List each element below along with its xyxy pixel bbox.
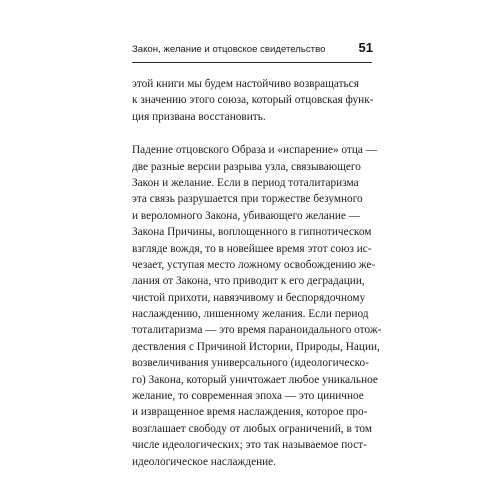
text-line: взгляде вождя, то в новейшее время этот союз ис- [132,242,372,255]
text-line: числе идеологических; это так называемое пост- [132,439,367,452]
text-line: наслаждению, лишенному желания. Если период [132,308,369,321]
text-line: и извращенное время наслаждения, которое про- [132,406,368,419]
text-line: ция призвана восстановить. [132,110,266,123]
paragraph-2 [132,142,382,470]
text-line: Закона Причины, воплощенного в гипнотическом [132,226,372,239]
text-line: идеологическое наслаждение. [132,455,277,468]
text-line: эта связь разрушается при торжестве безумного [132,193,363,206]
body-text [132,76,382,470]
text-line: к значению этого союза, который отцовская функ- [132,94,374,107]
paragraph-gap [132,125,374,142]
text-line: го) Закона, который уничтожает любое уникальное [132,373,378,386]
text-line: этой книги мы будем настойчиво возвращаться [132,78,359,90]
text-line: Закон и желание. Если в период тоталитаризма [132,176,359,189]
text-line: две разные версии разрыва узла, связывающего [132,160,361,173]
running-head-title: Закон, желание и отцовское свидетельство [132,44,326,55]
text-line: дествления с Причиной Истории, Природы, Нации, [132,340,380,353]
page-number: 51 [358,40,373,55]
text-line: возглашает свободу от любых ограничений, в том [132,422,372,435]
text-line: чезает, уступая место ложному освобождению же- [132,258,376,271]
text-line: желание, то современная эпоха — это циничное [132,390,364,403]
paragraph-1 [132,76,374,125]
text-line: чистой прихоти, навязчивому и беспорядочному [132,291,366,304]
text-line: тоталитаризма — это время параноидального отож- [132,324,382,337]
text-line: лания от Закона, что приводит к его деградации, [132,275,365,288]
header-rule [132,62,372,63]
text-line: Падение отцовского Образа и «испарение» отца — [132,144,378,157]
text-line: и вероломного Закона, убивающего желание — [132,209,361,222]
text-line: возвеличивания универсального (идеологическо- [132,357,369,370]
